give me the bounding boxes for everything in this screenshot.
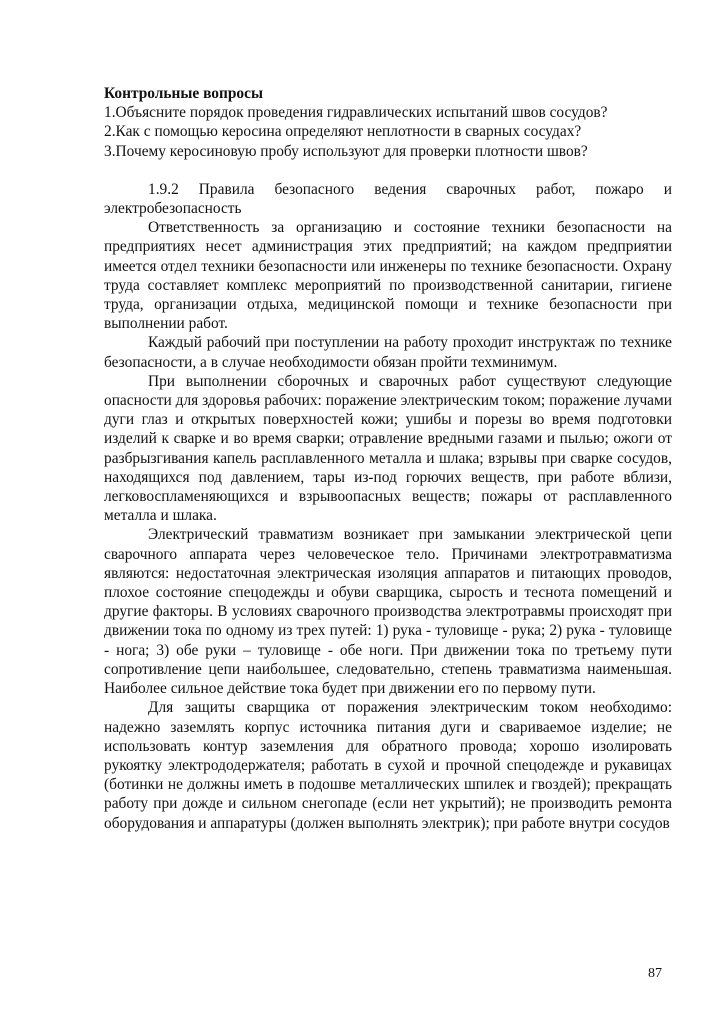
section-heading: Контрольные вопросы [104, 85, 263, 102]
question-1: 1.Объясните порядок проведения гидравлических испытаний швов сосудов? [104, 104, 608, 122]
spacer [104, 161, 672, 180]
paragraph-protection: Для защиты сварщика от поражения электрическим током необходимо: надежно заземлять корпус источника питания дуги и свариваемое изделие; не использовать контур заземления для обратного провода; хорошо изолировать рукоятку электрододержателя; работать в сухой и прочной спецодежде и рукавицах (ботинки не должны иметь в подошве металлических шпилек и гвоздей); прекращать работу при дожде и сильном снегопаде (если нет укрытий); не производить ремонта оборудования и аппаратуры (должен выполнять электрик); при работе внутри сосудов [104, 699, 672, 832]
paragraph-electrical-injury: Электрический травматизм возникает при замыкании электрической цепи сварочного аппарата через человеческое тело. Причинами электротравматизма являются: недостаточная электрическая изоляция аппаратов и питающих проводов, плохое состояние спецодежды и обуви сварщика, сырость и теснота помещений и другие факторы. В условиях сварочного производства электротравмы происходят при движении тока по одному из трех путей: 1) рука - туловище - рука; 2) рука - туловище - нога; 3) обе руки – туловище - обе ноги. При движении тока по третьему пути сопротивление цепи наибольшее, следовательно, степень травматизма наименьшая. Наиболее сильное действие тока будет при движении его по первому пути. [104, 526, 672, 698]
paragraph-instruction: Каждый рабочий при поступлении на работу проходит инструктаж по технике безопасности, а в случае необходимости обязан пройти техминимум. [104, 334, 672, 371]
paragraph-hazards: При выполнении сборочных и сварочных работ существуют следующие опасности для здоровья рабочих: поражение электрическим током; поражение лучами дуги глаз и открытых поверхностей кожи; ушибы и порезы во время подготовки изделий к сварке и во время сварки; отравление вредными газами и пылью; ожоги от разбрызгивания капель расплавленного металла и шлака; взрывы при сварке сосудов, находящихся под давлением, тары из-под горючих веществ, при работе вблизи, легковоспламеняющихся и взрывоопасных веществ; пожары от расплавленного металла и шлака. [104, 372, 672, 525]
question-2: 2.Как с помощью керосина определяют неплотности в сварных сосудах? [104, 123, 582, 141]
subsection-title: 1.9.2 Правила безопасного ведения сварочных работ, пожаро и электробезопасность [104, 180, 672, 218]
question-3: 3.Почему керосиновую пробу используют для проверки плотности швов? [104, 142, 588, 160]
paragraph-responsibility: Ответственность за организацию и состояние техники безопасности на предприятиях несет администрация этих предприятий; на каждом предприятии имеется отдел техники безопасности или инженеры по технике безопасности. Охрану труда составляет комплекс мероприятий по производственной санитарии, гигиене труда, организации отдыха, медицинской помощи и технике безопасности при выполнении работ. [104, 219, 672, 333]
page-number: 87 [648, 966, 662, 981]
page-content [104, 84, 672, 833]
